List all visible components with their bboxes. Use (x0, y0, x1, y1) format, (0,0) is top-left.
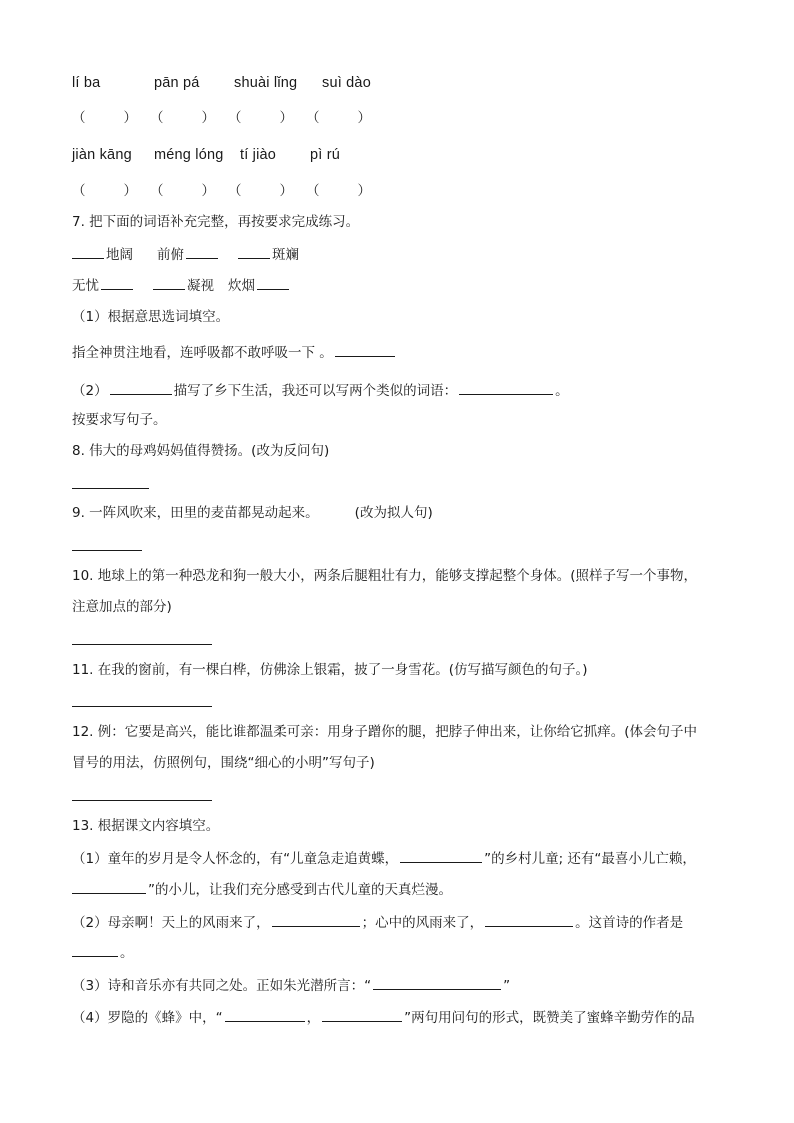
answer-box[interactable]: （ ） (228, 183, 293, 199)
answer-blank[interactable] (322, 1007, 402, 1022)
answer-box[interactable]: （ ） (306, 110, 371, 126)
word-blank[interactable] (238, 244, 270, 259)
question-9: 9. 一阵风吹来，田里的麦苗都晃动起来。 (改为拟人句) (72, 505, 433, 521)
pinyin-item: pì rú (310, 147, 341, 163)
answer-line[interactable] (72, 706, 212, 707)
q13-sub-1-line-2: ”的小儿，让我们充分感受到古代儿童的天真烂漫。 (72, 879, 452, 899)
section-title: 按要求写句子。 (72, 412, 167, 428)
question-11: 11. 在我的窗前，有一棵白桦，仿佛涂上银霜，披了一身雪花。(仿写描写颜色的句子。) (72, 662, 588, 678)
word-blank[interactable] (72, 244, 104, 259)
answer-line[interactable] (72, 550, 142, 551)
word-blank[interactable] (101, 275, 133, 290)
question-7-title: 7. 把下面的词语补充完整，再按要求完成练习。 (72, 214, 360, 230)
answer-box[interactable]: （ ） (228, 110, 293, 126)
q7-words-row-1: 地阔 前俯 斑斓 (72, 244, 299, 264)
q13-sub-3: （3）诗和音乐亦有共同之处。正如朱光潜所言：“ ” (72, 975, 510, 995)
q7-words-row-2: 无忧 凝视 炊烟 (72, 275, 291, 295)
pinyin-item: jiàn kāng (72, 147, 132, 163)
answer-parens-row-1 (72, 109, 384, 127)
word-blank[interactable] (153, 275, 185, 290)
answer-box[interactable]: （ ） (306, 183, 371, 199)
q7-sub-2: （2） 描写了乡下生活，我还可以写两个类似的词语： 。 (72, 380, 569, 400)
word-blank[interactable] (186, 244, 218, 259)
question-12-line-1: 12. 例：它要是高兴，能比谁都温柔可亲：用身子蹭你的腿，把脖子伸出来，让你给它抓痒。(体会句子中 (72, 724, 698, 740)
pinyin-item: shuài lǐng (234, 75, 298, 91)
answer-box[interactable]: （ ） (150, 110, 215, 126)
answer-box[interactable]: （ ） (72, 110, 137, 126)
answer-blank[interactable] (459, 380, 553, 395)
q7-sub-1-prompt: 指全神贯注地看，连呼吸都不敢呼吸一下 。 (72, 342, 397, 362)
pinyin-row-2 (72, 146, 340, 164)
answer-blank[interactable] (72, 942, 118, 957)
pinyin-item: pān pá (154, 75, 200, 91)
answer-blank[interactable] (485, 912, 573, 927)
question-12-line-2: 冒号的用法，仿照例句，围绕“细心的小明”写句子) (72, 755, 375, 771)
question-13-title: 13. 根据课文内容填空。 (72, 818, 220, 834)
answer-line[interactable] (72, 644, 212, 645)
pinyin-item: méng lóng (154, 147, 224, 163)
pinyin-item: lí ba (72, 75, 101, 91)
pinyin-item: suì dào (322, 75, 371, 91)
answer-blank[interactable] (110, 380, 172, 395)
answer-blank[interactable] (72, 879, 146, 894)
answer-blank[interactable] (400, 848, 482, 863)
question-8: 8. 伟大的母鸡妈妈值得赞扬。(改为反问句) (72, 443, 330, 459)
question-10-line-2: 注意加点的部分) (72, 599, 172, 615)
question-10-line-1: 10. 地球上的第一种恐龙和狗一般大小，两条后腿粗壮有力，能够支撑起整个身体。(照样子写一个事物， (72, 568, 698, 584)
answer-line[interactable] (72, 800, 212, 801)
pinyin-row-1 (72, 74, 371, 92)
answer-line[interactable] (72, 488, 149, 489)
q13-sub-2: （2）母亲啊！天上的风雨来了， ；心中的风雨来了， 。这首诗的作者是 (72, 912, 683, 932)
answer-box[interactable]: （ ） (72, 183, 137, 199)
q13-sub-1-line-1: （1）童年的岁月是令人怀念的，有“儿童急走追黄蝶， ”的乡村儿童; 还有“最喜小儿亡赖， (72, 848, 696, 868)
q7-sub-1: （1）根据意思选词填空。 (72, 309, 230, 325)
pinyin-item: tí jiào (240, 147, 277, 163)
answer-blank[interactable] (335, 342, 395, 357)
answer-parens-row-2 (72, 182, 384, 200)
q13-sub-4: （4）罗隐的《蜂》中，“ ， ”两句用问句的形式，既赞美了蜜蜂辛勤劳作的品 (72, 1007, 695, 1027)
answer-blank[interactable] (225, 1007, 305, 1022)
answer-blank[interactable] (272, 912, 360, 927)
q13-sub-2-end: 。 (72, 942, 134, 962)
word-blank[interactable] (257, 275, 289, 290)
answer-box[interactable]: （ ） (150, 183, 215, 199)
answer-blank[interactable] (373, 975, 501, 990)
